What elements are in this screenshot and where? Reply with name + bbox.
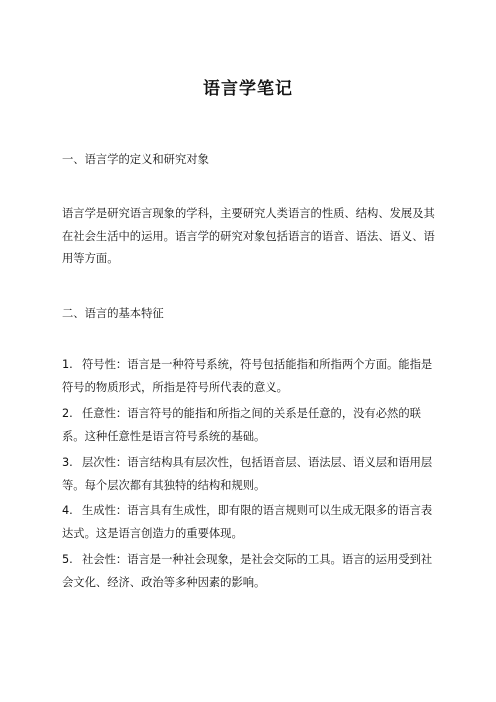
list-item-text: 社会性：语言是一种社会现象，是社会交际的工具。语言的运用受到社会文化、经济、政治等多种因素的影响。 [62,553,433,589]
section-heading-definition: 一、语言学的定义和研究对象 [62,153,209,166]
list-item-number: 3. [62,456,73,469]
definition-paragraph: 语言学是研究语言现象的学科，主要研究人类语言的性质、结构、发展及其在社会生活中的运用。语言学的研究对象包括语言的语音、语法、语义、语用等方面。 [62,207,435,265]
list-item [62,403,440,448]
list-item-text: 层次性：语言结构具有层次性，包括语音层、语法层、语义层和语用层等。每个层次都有其独特的结构和规则。 [62,456,433,492]
list-item-number: 2. [62,407,73,420]
list-item-number: 1. [62,358,73,371]
list-item-number: 4. [62,504,73,517]
list-item-number: 5. [62,553,73,566]
list-item [62,452,440,497]
section-heading-features: 二、语言的基本特征 [62,307,164,320]
list-item [62,500,440,545]
list-item-text: 生成性：语言具有生成性，即有限的语言规则可以生成无限多的语言表达式。这是语言创造力的重要体现。 [62,504,433,540]
list-item-text: 符号性：语言是一种符号系统，符号包括能指和所指两个方面。能指是符号的物质形式，所指是符号所代表的意义。 [62,358,433,394]
list-item-text: 任意性：语言符号的能指和所指之间的关系是任意的，没有必然的联系。这种任意性是语言符号系统的基础。 [62,407,421,443]
list-item [62,354,440,399]
document-title: 语言学笔记 [203,79,293,99]
list-item [62,549,440,594]
